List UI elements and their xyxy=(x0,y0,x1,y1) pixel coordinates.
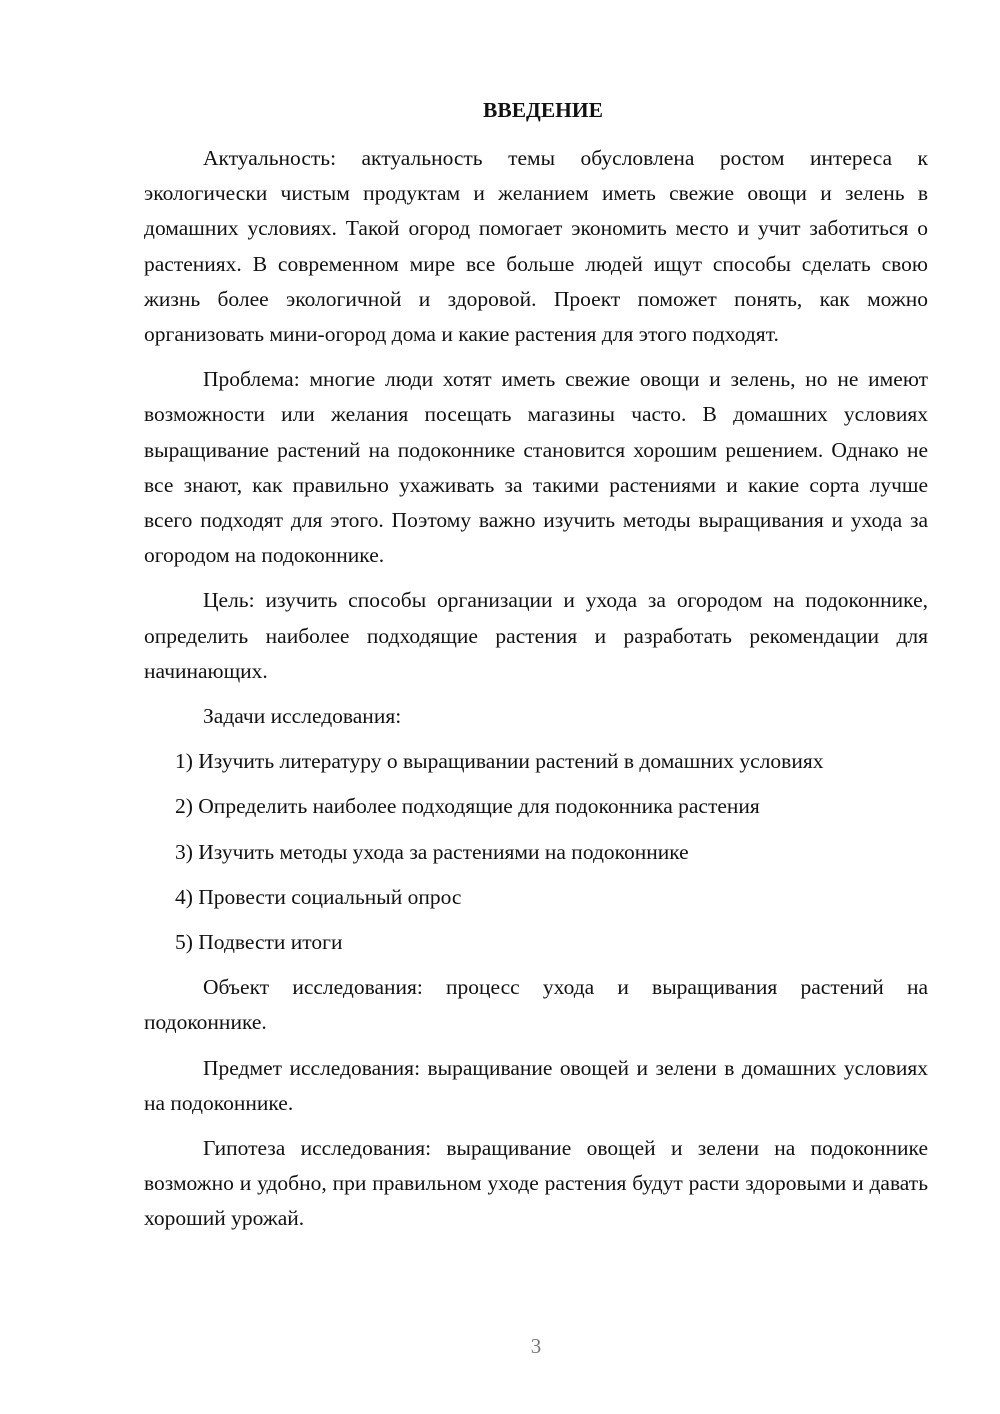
task-item-2: 2) Определить наиболее подходящие для подоконника растения xyxy=(175,794,760,819)
section-title: ВВЕДЕНИЕ xyxy=(483,98,603,122)
page-content xyxy=(144,93,928,1247)
task-list xyxy=(144,744,928,960)
hypothesis-paragraph: Гипотеза исследования: выращивание овощей и зелени на подоконнике возможно и удобно, при правильном уходе растения будут расти здоровыми и давать хороший урожай. xyxy=(144,1136,928,1231)
problem-paragraph: Проблема: многие люди хотят иметь свежие овощи и зелень, но не имеют возможности или желания посещать магазины часто. В домашних условиях выращивание растений на подоконнике становится хорошим решением. Однако не все знают, как правильно ухаживать за такими растениями и какие сорта лучше всего подходят для этого. Поэтому важно изучить методы выращивания и ухода за огородом на подоконнике. xyxy=(144,367,928,568)
task-item-1: 1) Изучить литературу о выращивании растений в домашних условиях xyxy=(175,749,824,774)
page-number: 3 xyxy=(530,1334,542,1358)
tasks-heading: Задачи исследования: xyxy=(203,704,402,729)
relevance-paragraph: Актуальность: актуальность темы обусловлена ростом интереса к экологически чистым продуктам и желанием иметь свежие овощи и зелень в домашних условиях. Такой огород помогает экономить место и учит заботиться о растениях. В современном мире все больше людей ищут способы сделать свою жизнь более экологичной и здоровой. Проект поможет понять, как можно организовать мини-огород дома и какие растения для этого подходят. xyxy=(144,146,928,347)
task-item-4: 4) Провести социальный опрос xyxy=(175,884,462,909)
subject-paragraph: Предмет исследования: выращивание овощей и зелени в домашних условиях на подоконнике. xyxy=(144,1055,928,1115)
goal-paragraph: Цель: изучить способы организации и ухода за огородом на подоконнике, определить наиболее подходящие растения и разработать рекомендации для начинающих. xyxy=(144,588,928,683)
task-item-5: 5) Подвести итоги xyxy=(175,930,343,954)
task-item-3: 3) Изучить методы ухода за растениями на подоконнике xyxy=(175,839,689,864)
object-paragraph: Объект исследования: процесс ухода и выращивания растений на подоконнике. xyxy=(144,975,928,1035)
